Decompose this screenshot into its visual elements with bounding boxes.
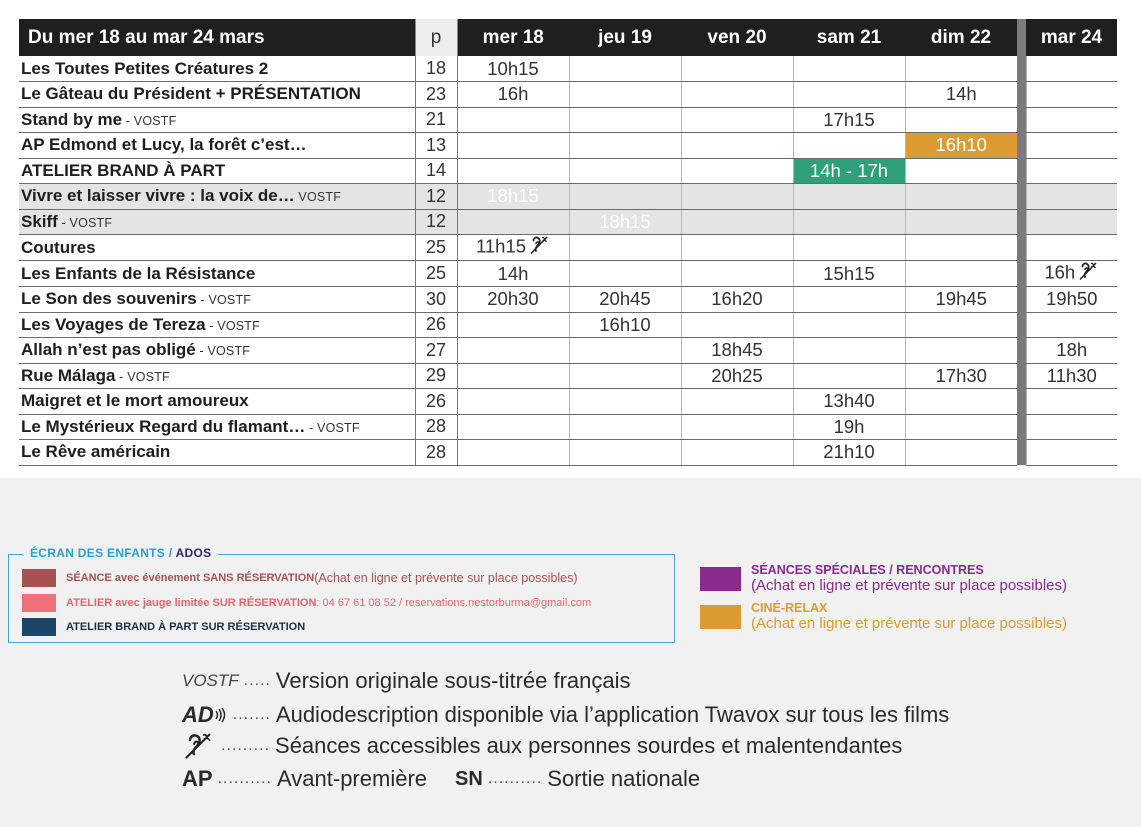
showtime-cell — [1026, 107, 1117, 133]
showtime-cell — [681, 209, 793, 235]
showtime-cell — [457, 133, 569, 159]
week-gap-divider — [1017, 414, 1026, 440]
showtime-cell — [1026, 133, 1117, 159]
page-number: 13 — [415, 133, 457, 159]
showtime-cell — [569, 133, 681, 159]
abbr-sn-text: Sortie nationale — [547, 766, 701, 791]
showtime-cell — [457, 312, 569, 338]
film-title-cell — [19, 107, 415, 133]
abbr-ap-text: Avant-première — [277, 766, 428, 791]
showtime-cell — [569, 287, 681, 313]
showtime-cell — [905, 107, 1017, 133]
legend-note-workshop: : 04 67 61 08 52 / reservations.nestorburma@gmail.com — [316, 597, 592, 609]
day-header-ven-20: ven 20 — [681, 19, 793, 56]
abbr-ad-text: Audiodescription disponible via l’application Twavox sur tous les films — [275, 702, 950, 727]
film-title-cell — [19, 363, 415, 389]
abbr-deaf-text: Séances accessibles aux personnes sourdes et malentendantes — [275, 733, 903, 758]
showtime-cell — [569, 56, 681, 82]
film-title-cell — [19, 338, 415, 364]
legend-swatch-special — [700, 567, 741, 591]
showtime-cell — [569, 261, 681, 287]
showtime-cell — [457, 338, 569, 364]
schedule-row — [19, 389, 1117, 415]
legend-swatch-relax — [700, 605, 741, 629]
week-gap-divider — [1017, 107, 1026, 133]
showtime-cell — [681, 440, 793, 466]
page-number: 27 — [415, 338, 457, 364]
showtime-cell — [457, 287, 569, 313]
film-title: Skiff — [21, 211, 58, 231]
showtime-cell — [457, 107, 569, 133]
week-gap-divider — [1017, 19, 1026, 56]
day-header-mer-18: mer 18 — [457, 19, 569, 56]
page-number: 26 — [415, 389, 457, 415]
week-gap-divider — [1017, 338, 1026, 364]
showtime-cell — [1026, 414, 1117, 440]
showtime-cell — [793, 209, 905, 235]
showtime: 14h — [945, 83, 977, 105]
kids-legend-title — [23, 546, 218, 560]
showtime: 18h — [1056, 339, 1088, 361]
week-gap-divider — [1017, 82, 1026, 108]
kids-legend-title-ados: ADOS — [175, 546, 212, 560]
page-number: 29 — [415, 363, 457, 389]
abbr-dots: ....... — [232, 706, 271, 723]
schedule-row — [19, 184, 1117, 210]
showtime-cell — [1026, 312, 1117, 338]
legend-label-special: SÉANCES SPÉCIALES / RENCONTRES — [751, 563, 984, 577]
showtime-cell — [681, 389, 793, 415]
hearing-accessibility-icon — [1077, 261, 1099, 286]
film-title-cell — [19, 414, 415, 440]
schedule-row — [19, 209, 1117, 235]
showtime-cell — [793, 338, 905, 364]
film-title: Les Toutes Petites Créatures 2 — [21, 58, 269, 78]
schedule-row — [19, 338, 1117, 364]
showtime: 18h15 — [487, 185, 539, 207]
page-number: 21 — [415, 107, 457, 133]
showtime-cell — [569, 209, 681, 235]
showtime: 19h — [833, 415, 865, 437]
kids-legend-box — [8, 546, 675, 643]
film-title: Les Enfants de la Résistance — [21, 263, 256, 283]
showtime-cell — [681, 287, 793, 313]
showtime-cell — [1026, 338, 1117, 364]
showtime-cell — [793, 363, 905, 389]
schedule-row — [19, 133, 1117, 159]
page-number: 25 — [415, 235, 457, 261]
showtime-cell — [681, 235, 793, 261]
week-gap-divider — [1017, 184, 1026, 210]
page-number: 25 — [415, 261, 457, 287]
legend-note-event: (Achat en ligne et prévente sur place possibles) — [314, 571, 578, 585]
showtime: 16h — [497, 83, 529, 105]
vostf-tag: - VOSTF — [122, 113, 177, 128]
showtime: 21h10 — [823, 441, 875, 463]
showtime: 17h30 — [935, 364, 987, 386]
showtime-cell — [569, 389, 681, 415]
legend-label-workshop: ATELIER avec jauge limitée SUR RÉSERVATION — [66, 597, 317, 609]
showtime-cell — [905, 363, 1017, 389]
film-title: Le Son des souvenirs — [21, 289, 197, 309]
showtime-cell — [1026, 440, 1117, 466]
showtime-cell — [793, 235, 905, 261]
showtime-cell — [681, 363, 793, 389]
abbr-dots: .......... — [217, 770, 273, 787]
audio-description-icon: AD — [182, 702, 214, 727]
schedule-row — [19, 287, 1117, 313]
showtime-cell — [681, 261, 793, 287]
showtime-cell — [905, 184, 1017, 210]
abbr-vostf — [182, 666, 631, 696]
showtime-cell — [1026, 184, 1117, 210]
showtime-cell — [569, 338, 681, 364]
showtime: 16h10 — [599, 313, 651, 335]
vostf-tag: - VOSTF — [57, 215, 113, 230]
showtime-cell — [569, 235, 681, 261]
showtime-cell — [905, 261, 1017, 287]
legend-note-relax: (Achat en ligne et prévente sur place possibles) — [751, 615, 1068, 632]
page-number: 12 — [415, 209, 457, 235]
showtime-cell — [905, 209, 1017, 235]
abbr-vostf-text: Version originale sous-titrée français — [275, 668, 631, 693]
showtime: 18h45 — [711, 339, 763, 361]
showtime-cell — [793, 440, 905, 466]
legend-special-screenings — [700, 563, 1067, 594]
abbr-ap-sn — [182, 764, 700, 794]
page-column-header: p — [415, 19, 457, 56]
legend-swatch-workshop — [22, 594, 56, 612]
hearing-accessibility-icon — [182, 732, 216, 760]
showtime: 10h15 — [487, 57, 539, 79]
film-title: Les Voyages de Tereza — [21, 314, 206, 334]
showtime: 20h45 — [599, 288, 651, 310]
showtime-cell — [681, 133, 793, 159]
showtime-cell — [1026, 389, 1117, 415]
film-title-cell — [19, 312, 415, 338]
showtime-cell — [793, 261, 905, 287]
schedule-row — [19, 235, 1117, 261]
week-gap-divider — [1017, 312, 1026, 338]
showtime-cell — [681, 312, 793, 338]
showtime-cell — [905, 414, 1017, 440]
film-title: ATELIER BRAND À PART — [21, 160, 226, 180]
showtime-cell — [905, 158, 1017, 184]
film-title-cell — [19, 184, 415, 210]
schedule-header-row — [19, 19, 1117, 56]
showtime: 17h15 — [823, 108, 875, 130]
showtime-cell — [793, 82, 905, 108]
film-title: AP Edmond et Lucy, la forêt c’est… — [21, 135, 307, 155]
showtime: 20h30 — [487, 288, 539, 310]
showtime-cell — [681, 184, 793, 210]
showtime-cell — [793, 312, 905, 338]
showtime: 15h15 — [823, 262, 875, 284]
showtime-cell — [905, 440, 1017, 466]
film-title-cell — [19, 133, 415, 159]
showtime-cell — [457, 363, 569, 389]
film-title: Le Rêve américain — [21, 442, 171, 462]
film-title: Stand by me — [21, 109, 123, 129]
schedule-row — [19, 440, 1117, 466]
film-title-cell — [19, 158, 415, 184]
vostf-tag: - VOSTF — [196, 293, 252, 308]
showtime: 18h15 — [599, 210, 651, 232]
showtime-cell — [793, 389, 905, 415]
showtime-cell — [681, 107, 793, 133]
film-title-cell — [19, 440, 415, 466]
showtime-cell — [681, 56, 793, 82]
page-number: 23 — [415, 82, 457, 108]
showtime: 16h — [1044, 261, 1076, 283]
week-gap-divider — [1017, 133, 1026, 159]
showtime-cell — [569, 440, 681, 466]
showtime-cell — [457, 56, 569, 82]
film-title-cell — [19, 209, 415, 235]
page-number: 14 — [415, 158, 457, 184]
film-title-cell — [19, 287, 415, 313]
film-title: Vivre et laisser vivre : la voix de… — [21, 186, 295, 206]
day-header-jeu-19: jeu 19 — [569, 19, 681, 56]
film-title: Maigret et le mort amoureux — [21, 391, 249, 411]
film-title: Coutures — [21, 237, 96, 257]
legend-swatch-event — [22, 569, 56, 587]
sound-waves-icon — [214, 707, 228, 723]
showtime-cell — [457, 158, 569, 184]
film-title-cell — [19, 389, 415, 415]
week-gap-divider — [1017, 261, 1026, 287]
showtime-cell — [793, 414, 905, 440]
schedule-row — [19, 107, 1117, 133]
legend-label-brand: ATELIER BRAND À PART SUR RÉSERVATION — [66, 621, 306, 633]
week-gap-divider — [1017, 389, 1026, 415]
showtime-cell — [1026, 235, 1117, 261]
page-number: 28 — [415, 440, 457, 466]
kids-legend-title-main: ÉCRAN DES ENFANTS / — [30, 546, 176, 560]
page-number: 30 — [415, 287, 457, 313]
page-number: 12 — [415, 184, 457, 210]
showtime-cell — [1026, 56, 1117, 82]
abbr-sn-key: SN — [455, 767, 483, 790]
showtime-cell — [457, 209, 569, 235]
day-header-mar-24: mar 24 — [1026, 19, 1117, 56]
abbr-ad — [182, 700, 949, 730]
showtime-cell — [681, 338, 793, 364]
showtime-cell — [457, 389, 569, 415]
showtime-cell — [793, 184, 905, 210]
showtime-cell — [905, 389, 1017, 415]
week-gap-divider — [1017, 56, 1026, 82]
showtime-cell — [905, 56, 1017, 82]
showtime-cell — [905, 133, 1017, 159]
week-gap-divider — [1017, 287, 1026, 313]
film-title-cell — [19, 56, 415, 82]
day-header-sam-21: sam 21 — [793, 19, 905, 56]
film-title: Le Gâteau du Président + PRÉSENTATION — [21, 84, 361, 104]
showtime-cell — [457, 235, 569, 261]
showtime-cell — [457, 82, 569, 108]
legend-item-event — [22, 569, 578, 587]
schedule-row — [19, 363, 1117, 389]
showtime-cell — [457, 440, 569, 466]
schedule-row — [19, 312, 1117, 338]
page-number: 26 — [415, 312, 457, 338]
showtime-cell — [905, 312, 1017, 338]
showtime: 19h50 — [1046, 288, 1098, 310]
week-gap-divider — [1017, 158, 1026, 184]
legend-note-special: (Achat en ligne et prévente sur place possibles) — [751, 577, 1068, 594]
film-title-cell — [19, 261, 415, 287]
legend-item-brand — [22, 618, 305, 636]
legend-cine-relax — [700, 601, 1067, 632]
showtime-cell — [905, 287, 1017, 313]
showtime: 16h10 — [935, 134, 987, 156]
showtime-cell — [681, 158, 793, 184]
schedule-row — [19, 56, 1117, 82]
vostf-tag: - VOSTF — [115, 369, 170, 384]
showtime: 16h20 — [711, 288, 763, 310]
legend-swatch-brand — [22, 618, 56, 636]
film-title-cell — [19, 82, 415, 108]
showtime: 11h30 — [1046, 364, 1097, 386]
showtime-cell — [1026, 158, 1117, 184]
showtime-cell — [569, 312, 681, 338]
showtime-cell — [681, 82, 793, 108]
schedule-table — [19, 19, 1117, 466]
schedule-row — [19, 158, 1117, 184]
showtime-cell — [569, 363, 681, 389]
abbr-deaf — [182, 731, 902, 761]
showtime: 14h - 17h — [809, 159, 889, 181]
hearing-accessibility-icon — [528, 235, 550, 260]
showtime-cell — [569, 107, 681, 133]
film-title-cell — [19, 235, 415, 261]
showtime-cell — [569, 158, 681, 184]
film-title: Rue Málaga — [21, 365, 116, 385]
schedule-row — [19, 414, 1117, 440]
showtime: 20h25 — [711, 364, 763, 386]
schedule-title: Du mer 18 au mar 24 mars — [19, 19, 415, 56]
schedule-body — [19, 56, 1117, 465]
showtime: 13h40 — [823, 390, 875, 412]
showtime: 14h — [497, 262, 529, 284]
showtime-cell — [793, 107, 905, 133]
showtime-cell — [793, 287, 905, 313]
showtime-cell — [457, 184, 569, 210]
showtime-cell — [905, 235, 1017, 261]
abbr-ap-key: AP — [182, 766, 213, 791]
film-title: Allah n’est pas obligé — [21, 340, 196, 360]
showtime-cell — [569, 184, 681, 210]
page-number: 28 — [415, 414, 457, 440]
abbr-vostf-key: VOSTF — [182, 671, 239, 690]
abbr-dots: ......... — [221, 737, 271, 754]
schedule-row — [19, 82, 1117, 108]
showtime-cell — [457, 261, 569, 287]
schedule-row — [19, 261, 1117, 287]
abbr-dots: .......... — [487, 770, 543, 787]
showtime-cell — [1026, 287, 1117, 313]
showtime-cell — [1026, 363, 1117, 389]
showtime-cell — [681, 414, 793, 440]
showtime-cell — [1026, 209, 1117, 235]
showtime-cell — [793, 56, 905, 82]
showtime: 11h15 — [475, 235, 527, 257]
week-gap-divider — [1017, 235, 1026, 261]
showtime: 19h45 — [935, 288, 987, 310]
week-gap-divider — [1017, 363, 1026, 389]
vostf-tag: - VOSTF — [195, 344, 251, 359]
abbr-dots: ..... — [243, 672, 271, 689]
vostf-tag: - VOSTF — [305, 420, 360, 435]
week-gap-divider — [1017, 440, 1026, 466]
showtime-cell — [457, 414, 569, 440]
day-header-dim-22: dim 22 — [905, 19, 1017, 56]
legend-label-relax: CINÉ-RELAX — [751, 601, 828, 615]
week-gap-divider — [1017, 209, 1026, 235]
film-title: Le Mystérieux Regard du flamant… — [21, 416, 306, 436]
showtime-cell — [569, 414, 681, 440]
showtime-cell — [905, 338, 1017, 364]
vostf-tag: VOSTF — [294, 190, 342, 205]
legend-label-event: SÉANCE avec événement SANS RÉSERVATION — [66, 572, 315, 584]
showtime-cell — [793, 158, 905, 184]
showtime-cell — [793, 133, 905, 159]
showtime-cell — [905, 82, 1017, 108]
showtime-cell — [1026, 261, 1117, 287]
showtime-cell — [1026, 82, 1117, 108]
page-number: 18 — [415, 56, 457, 82]
vostf-tag: - VOSTF — [205, 318, 260, 333]
showtime-cell — [569, 82, 681, 108]
legend-item-workshop — [22, 594, 591, 612]
